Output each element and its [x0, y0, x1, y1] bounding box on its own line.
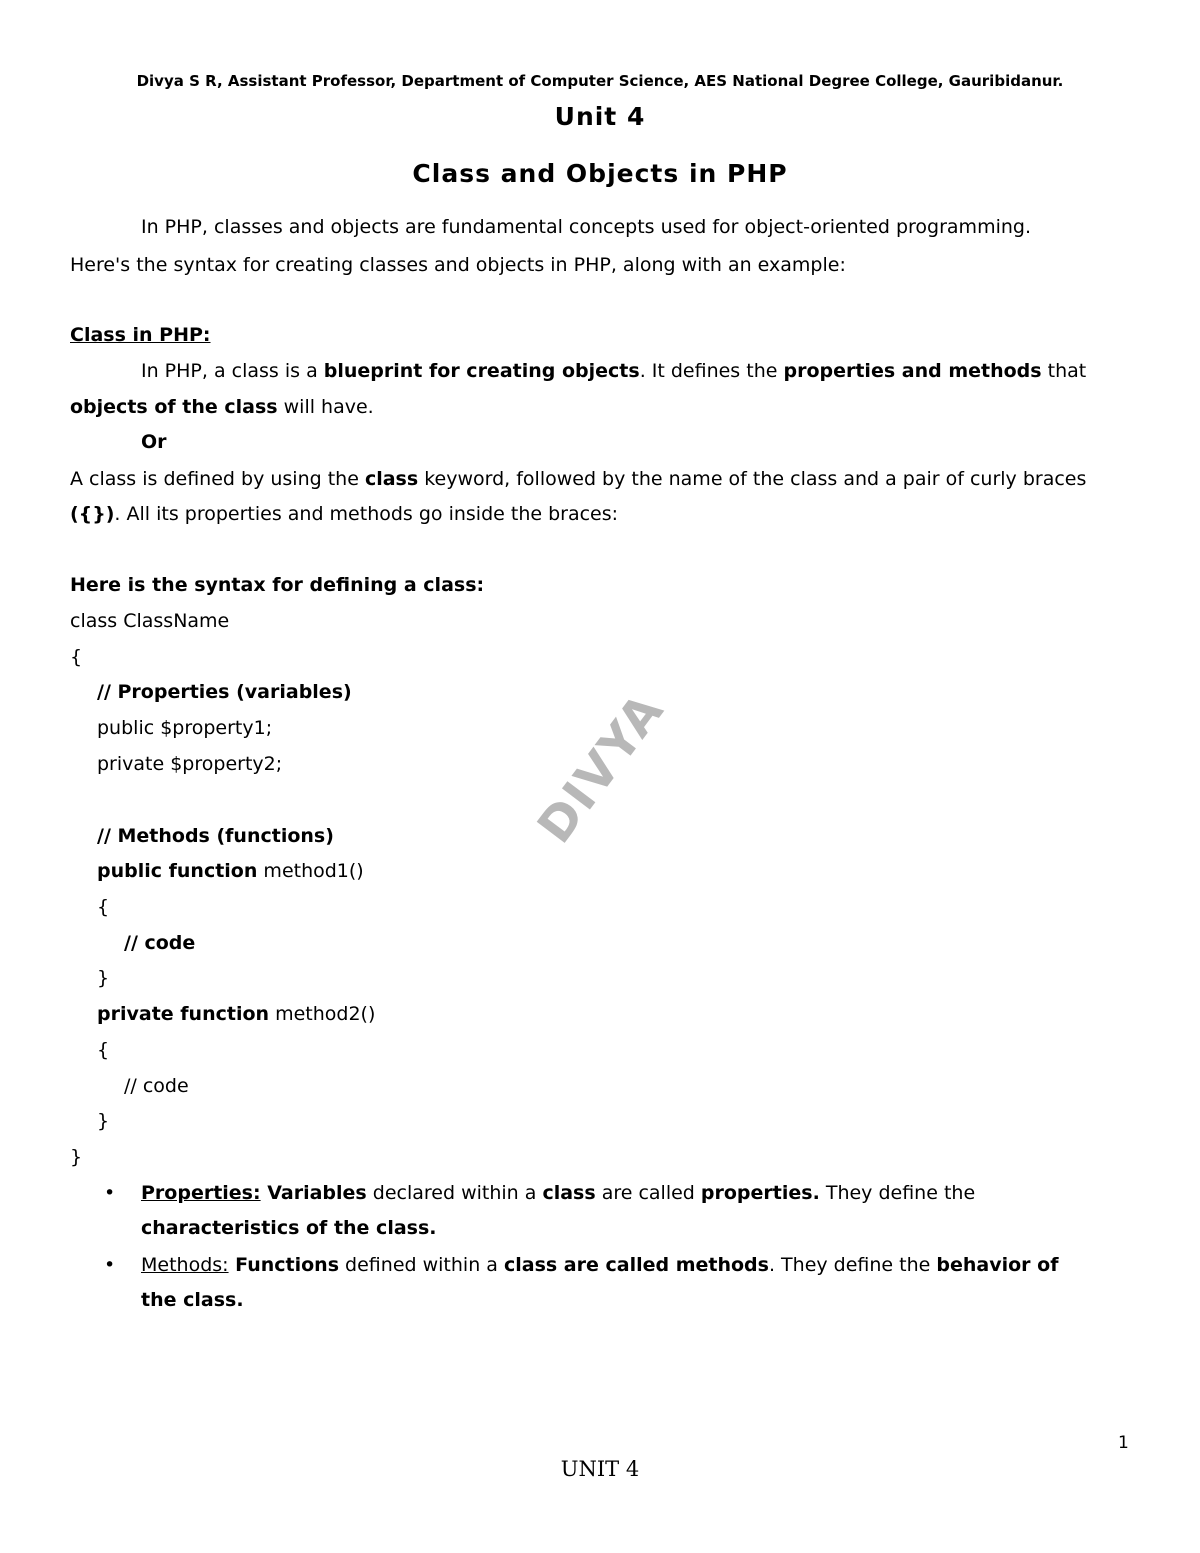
- class-section-heading: Class in PHP:: [70, 324, 211, 346]
- code-line-method2: private function method2(): [97, 1003, 376, 1025]
- code-line-method2-comment: // code: [124, 1075, 189, 1097]
- code-line-method2-close: }: [97, 1110, 110, 1132]
- code-line-method2-open: {: [97, 1039, 110, 1061]
- intro-line-2: Here's the syntax for creating classes and objects in PHP, along with an example:: [70, 254, 846, 276]
- bullet-dot-icon: •: [104, 1254, 116, 1276]
- code-line-open-brace: {: [70, 646, 83, 668]
- code-line-method1: public function method1(): [97, 860, 364, 882]
- unit-title: Unit 4: [554, 102, 646, 131]
- document-title: Class and Objects in PHP: [412, 159, 788, 188]
- properties-bullet-line-2: characteristics of the class.: [141, 1217, 437, 1239]
- page-number: 1: [1118, 1433, 1129, 1453]
- author-header: Divya S R, Assistant Professor, Department of Computer Science, AES National Degree College, Gauribidanur.: [136, 72, 1064, 90]
- code-line-class-name: class ClassName: [70, 610, 230, 632]
- class-definition-line-1: A class is defined by using the class keyword, followed by the name of the class and a pair of curly braces: [70, 468, 1087, 490]
- code-line-method1-comment: // code: [124, 932, 196, 954]
- intro-line-1: In PHP, classes and objects are fundamental concepts used for object-oriented programming.: [141, 216, 1031, 238]
- or-label: Or: [141, 431, 167, 453]
- syntax-heading: Here is the syntax for defining a class:: [70, 574, 485, 596]
- code-line-properties-comment: // Properties (variables): [97, 681, 352, 703]
- code-line-methods-comment: // Methods (functions): [97, 825, 334, 847]
- code-line-method1-open: {: [97, 896, 110, 918]
- class-paragraph-line-2: objects of the class will have.: [70, 396, 374, 418]
- code-line-property2: private $property2;: [97, 753, 283, 775]
- code-line-method1-close: }: [97, 967, 110, 989]
- methods-bullet-line-2: the class.: [141, 1289, 244, 1311]
- class-definition-line-2: ({}). All its properties and methods go inside the braces:: [70, 503, 619, 525]
- code-line-property1: public $property1;: [97, 717, 273, 739]
- bullet-dot-icon: •: [104, 1182, 116, 1204]
- class-paragraph-line-1: In PHP, a class is a blueprint for creating objects. It defines the properties and methods that: [141, 360, 1087, 382]
- page-footer: UNIT 4: [560, 1457, 640, 1481]
- properties-bullet-line-1: Properties: Variables declared within a class are called properties. They define the: [141, 1182, 976, 1204]
- methods-bullet-line-1: Methods: Functions defined within a class are called methods. They define the behavior of: [141, 1254, 1059, 1276]
- watermark: DIVYA: [526, 682, 676, 854]
- code-line-close-brace: }: [70, 1146, 83, 1168]
